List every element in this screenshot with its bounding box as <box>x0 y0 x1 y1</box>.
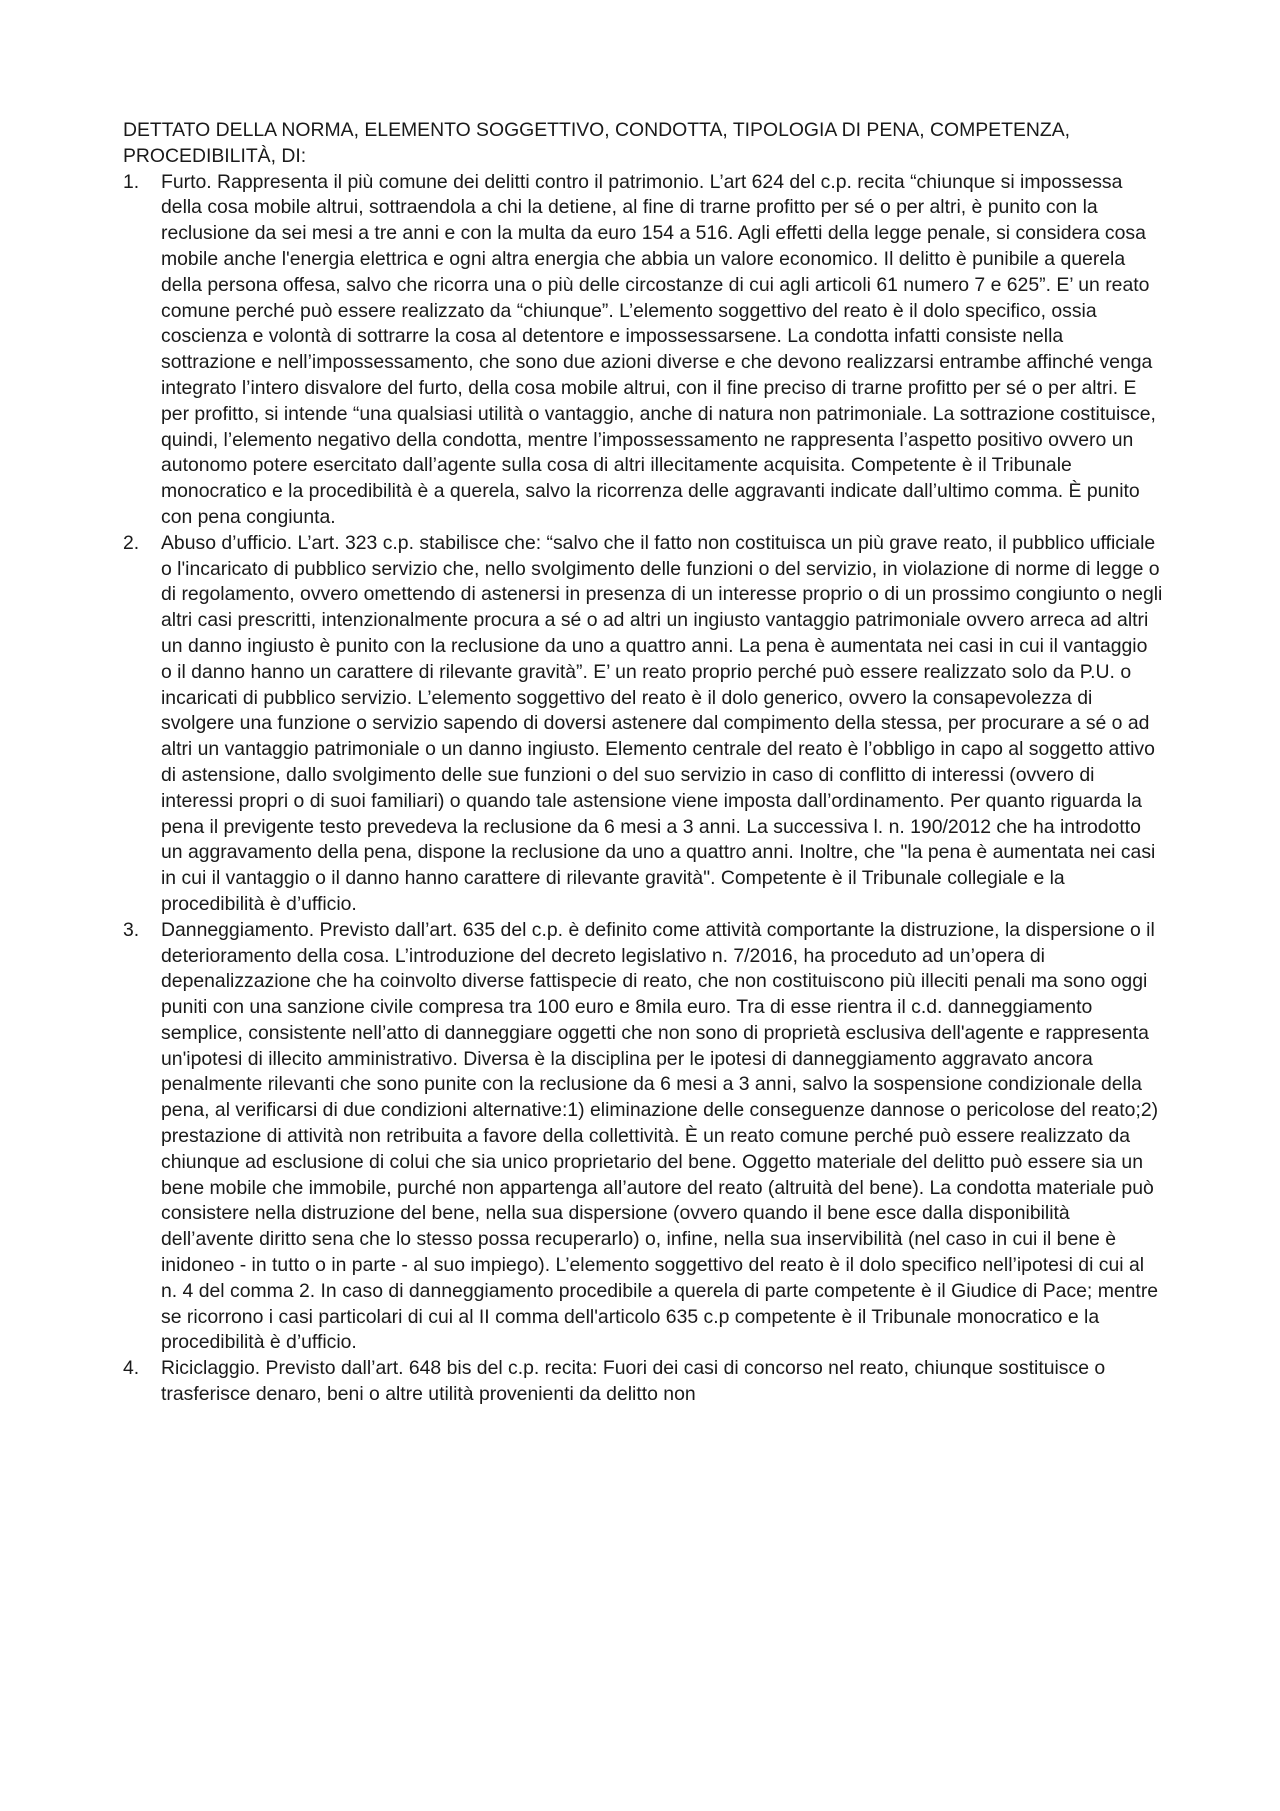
list-item-text: Furto. Rappresenta il più comune dei delitti contro il patrimonio. L’art 624 del c.p. recita “chiunque si impossessa della cosa mobile altrui, sottraendola a chi la detiene, al fine di trarne profitto per sé o per altri, è punito con la reclusione da sei mesi a tre anni e con la multa da euro 154 a 516. Agli effetti della legge penale, si considera cosa mobile anche l'energia elettrica e ogni altra energia che abbia un valore economico. Il delitto è punibile a querela della persona offesa, salvo che ricorra una o più delle circostanze di cui agli articoli 61 numero 7 e 625”. E’ un reato comune perché può essere realizzato da “chiunque”. L’elemento soggettivo del reato è il dolo specifico, ossia coscienza e volontà di sottrarre la cosa al detentore e impossessarsene. La condotta infatti consiste nella sottrazione e nell’impossessamento, che sono due azioni diverse e che devono realizzarsi entrambe affinché venga integrato l’intero disvalore del furto, della cosa mobile altrui, con il fine preciso di trarne profitto per sé o per altri. E per profitto, si intende “una qualsiasi utilità o vantaggio, anche di natura non patrimoniale. La sottrazione costituisce, quindi, l’elemento negativo della condotta, mentre l’impossessamento ne rappresenta l’aspetto positivo ovvero un autonomo potere esercitato dall’agente sulla cosa di altri illecitamente acquisita. Competente è il Tribunale monocratico e la procedibilità è a querela, salvo la ricorrenza delle aggravanti indicate dall’ultimo comma. È punito con pena congiunta. <box>161 170 1156 528</box>
list-item <box>123 531 1163 918</box>
list-item-text: Riciclaggio. Previsto dall’art. 648 bis del c.p. recita: Fuori dei casi di concorso nel reato, chiunque sostituisce o trasferisce denaro, beni o altre utilità provenienti da delitto non <box>161 1357 1106 1406</box>
list-item-number: 4. <box>123 1357 140 1380</box>
list-item-text: Abuso d’ufficio. L’art. 323 c.p. stabilisce che: “salvo che il fatto non costituisca un più grave reato, il pubblico ufficiale o l'incaricato di pubblico servizio che, nello svolgimento delle funzioni o del servizio, in violazione di norme di legge o di regolamento, ovvero omettendo di astenersi in presenza di un interesse proprio o di un prossimo congiunto o negli altri casi prescritti, intenzionalmente procura a sé o ad altri un ingiusto vantaggio patrimoniale ovvero arreca ad altri un danno ingiusto è punito con la reclusione da uno a quattro anni. La pena è aumentata nei casi in cui il vantaggio o il danno hanno un carattere di rilevante gravità”. E’ un reato proprio perché può essere realizzato solo da P.U. o incaricati di pubblico servizio. L’elemento soggettivo del reato è il dolo generico, ovvero la consapevolezza di svolgere una funzione o servizio sapendo di doversi astenere dal compimento della stessa, per procurare a sé o ad altri un vantaggio patrimoniale o un danno ingiusto. Elemento centrale del reato è l’obbligo in capo al soggetto attivo di astensione, dallo svolgimento delle sue funzioni o del suo servizio in caso di conflitto di interessi (ovvero di interessi propri o di suoi familiari) o quando tale astensione viene imposta dall’ordinamento. Per quanto riguarda la pena il previgente testo prevedeva la reclusione da 6 mesi a 3 anni. La successiva l. n. 190/2012 che ha introdotto un aggravamento della pena, dispone la reclusione da uno a quattro anni. Inoltre, che "la pena è aumentata nei casi in cui il vantaggio o il danno hanno carattere di rilevante gravità". Competente è il Tribunale collegiale e la procedibilità è d’ufficio. <box>161 531 1163 915</box>
list-item-number: 3. <box>123 918 140 941</box>
list-item-text: Danneggiamento. Previsto dall’art. 635 del c.p. è definito come attività comportante la distruzione, la dispersione o il deterioramento della cosa. L’introduzione del decreto legislativo n. 7/2016, ha proceduto ad un’opera di depenalizzazione che ha coinvolto diverse fattispecie di reato, che non costituiscono più illeciti penali ma sono oggi puniti con una sanzione civile compresa tra 100 euro e 8mila euro. Tra di esse rientra il c.d. danneggiamento semplice, consistente nell’atto di danneggiare oggetti che non sono di proprietà esclusiva dell'agente e rappresenta un'ipotesi di illecito amministrativo. Diversa è la disciplina per le ipotesi di danneggiamento aggravato ancora penalmente rilevanti che sono punite con la reclusione da 6 mesi a 3 anni, salvo la sospensione condizionale della pena, al verificarsi di due condizioni alternative:1) eliminazione delle conseguenze dannose o pericolose del reato;2) prestazione di attività non retribuita a favore della collettività. È un reato comune perché può essere realizzato da chiunque ad esclusione di colui che sia unico proprietario del bene. Oggetto materiale del delitto può essere sia un bene mobile che immobile, purché non appartenga all’autore del reato (altruità del bene). La condotta materiale può consistere nella distruzione del bene, nella sua dispersione (ovvero quando il bene esce dalla disponibilità dell’avente diritto sena che lo stesso possa recuperarlo) o, infine, nella sua inservibilità (nel caso in cui il bene è inidoneo - in tutto o in parte - al suo impiego). L’elemento soggettivo del reato è il dolo specifico nell’ipotesi di cui al n. 4 del comma 2. In caso di danneggiamento procedibile a querela di parte competente è il Giudice di Pace; mentre se ricorrono i casi particolari di cui al II comma dell'articolo 635 c.p competente è il Tribunale monocratico e la procedibilità è d’ufficio. <box>161 918 1159 1354</box>
list-item <box>123 918 1163 1357</box>
list-item <box>123 1356 1163 1408</box>
list-item-number: 1. <box>123 170 140 193</box>
list-item <box>123 170 1163 531</box>
document-page <box>123 118 1163 1408</box>
list-item-number: 2. <box>123 531 140 554</box>
numbered-list <box>123 170 1163 1408</box>
document-heading: DETTATO DELLA NORMA, ELEMENTO SOGGETTIVO, CONDOTTA, TIPOLOGIA DI PENA, COMPETENZA, PROCEDIBILITÀ, DI: <box>123 119 1071 167</box>
